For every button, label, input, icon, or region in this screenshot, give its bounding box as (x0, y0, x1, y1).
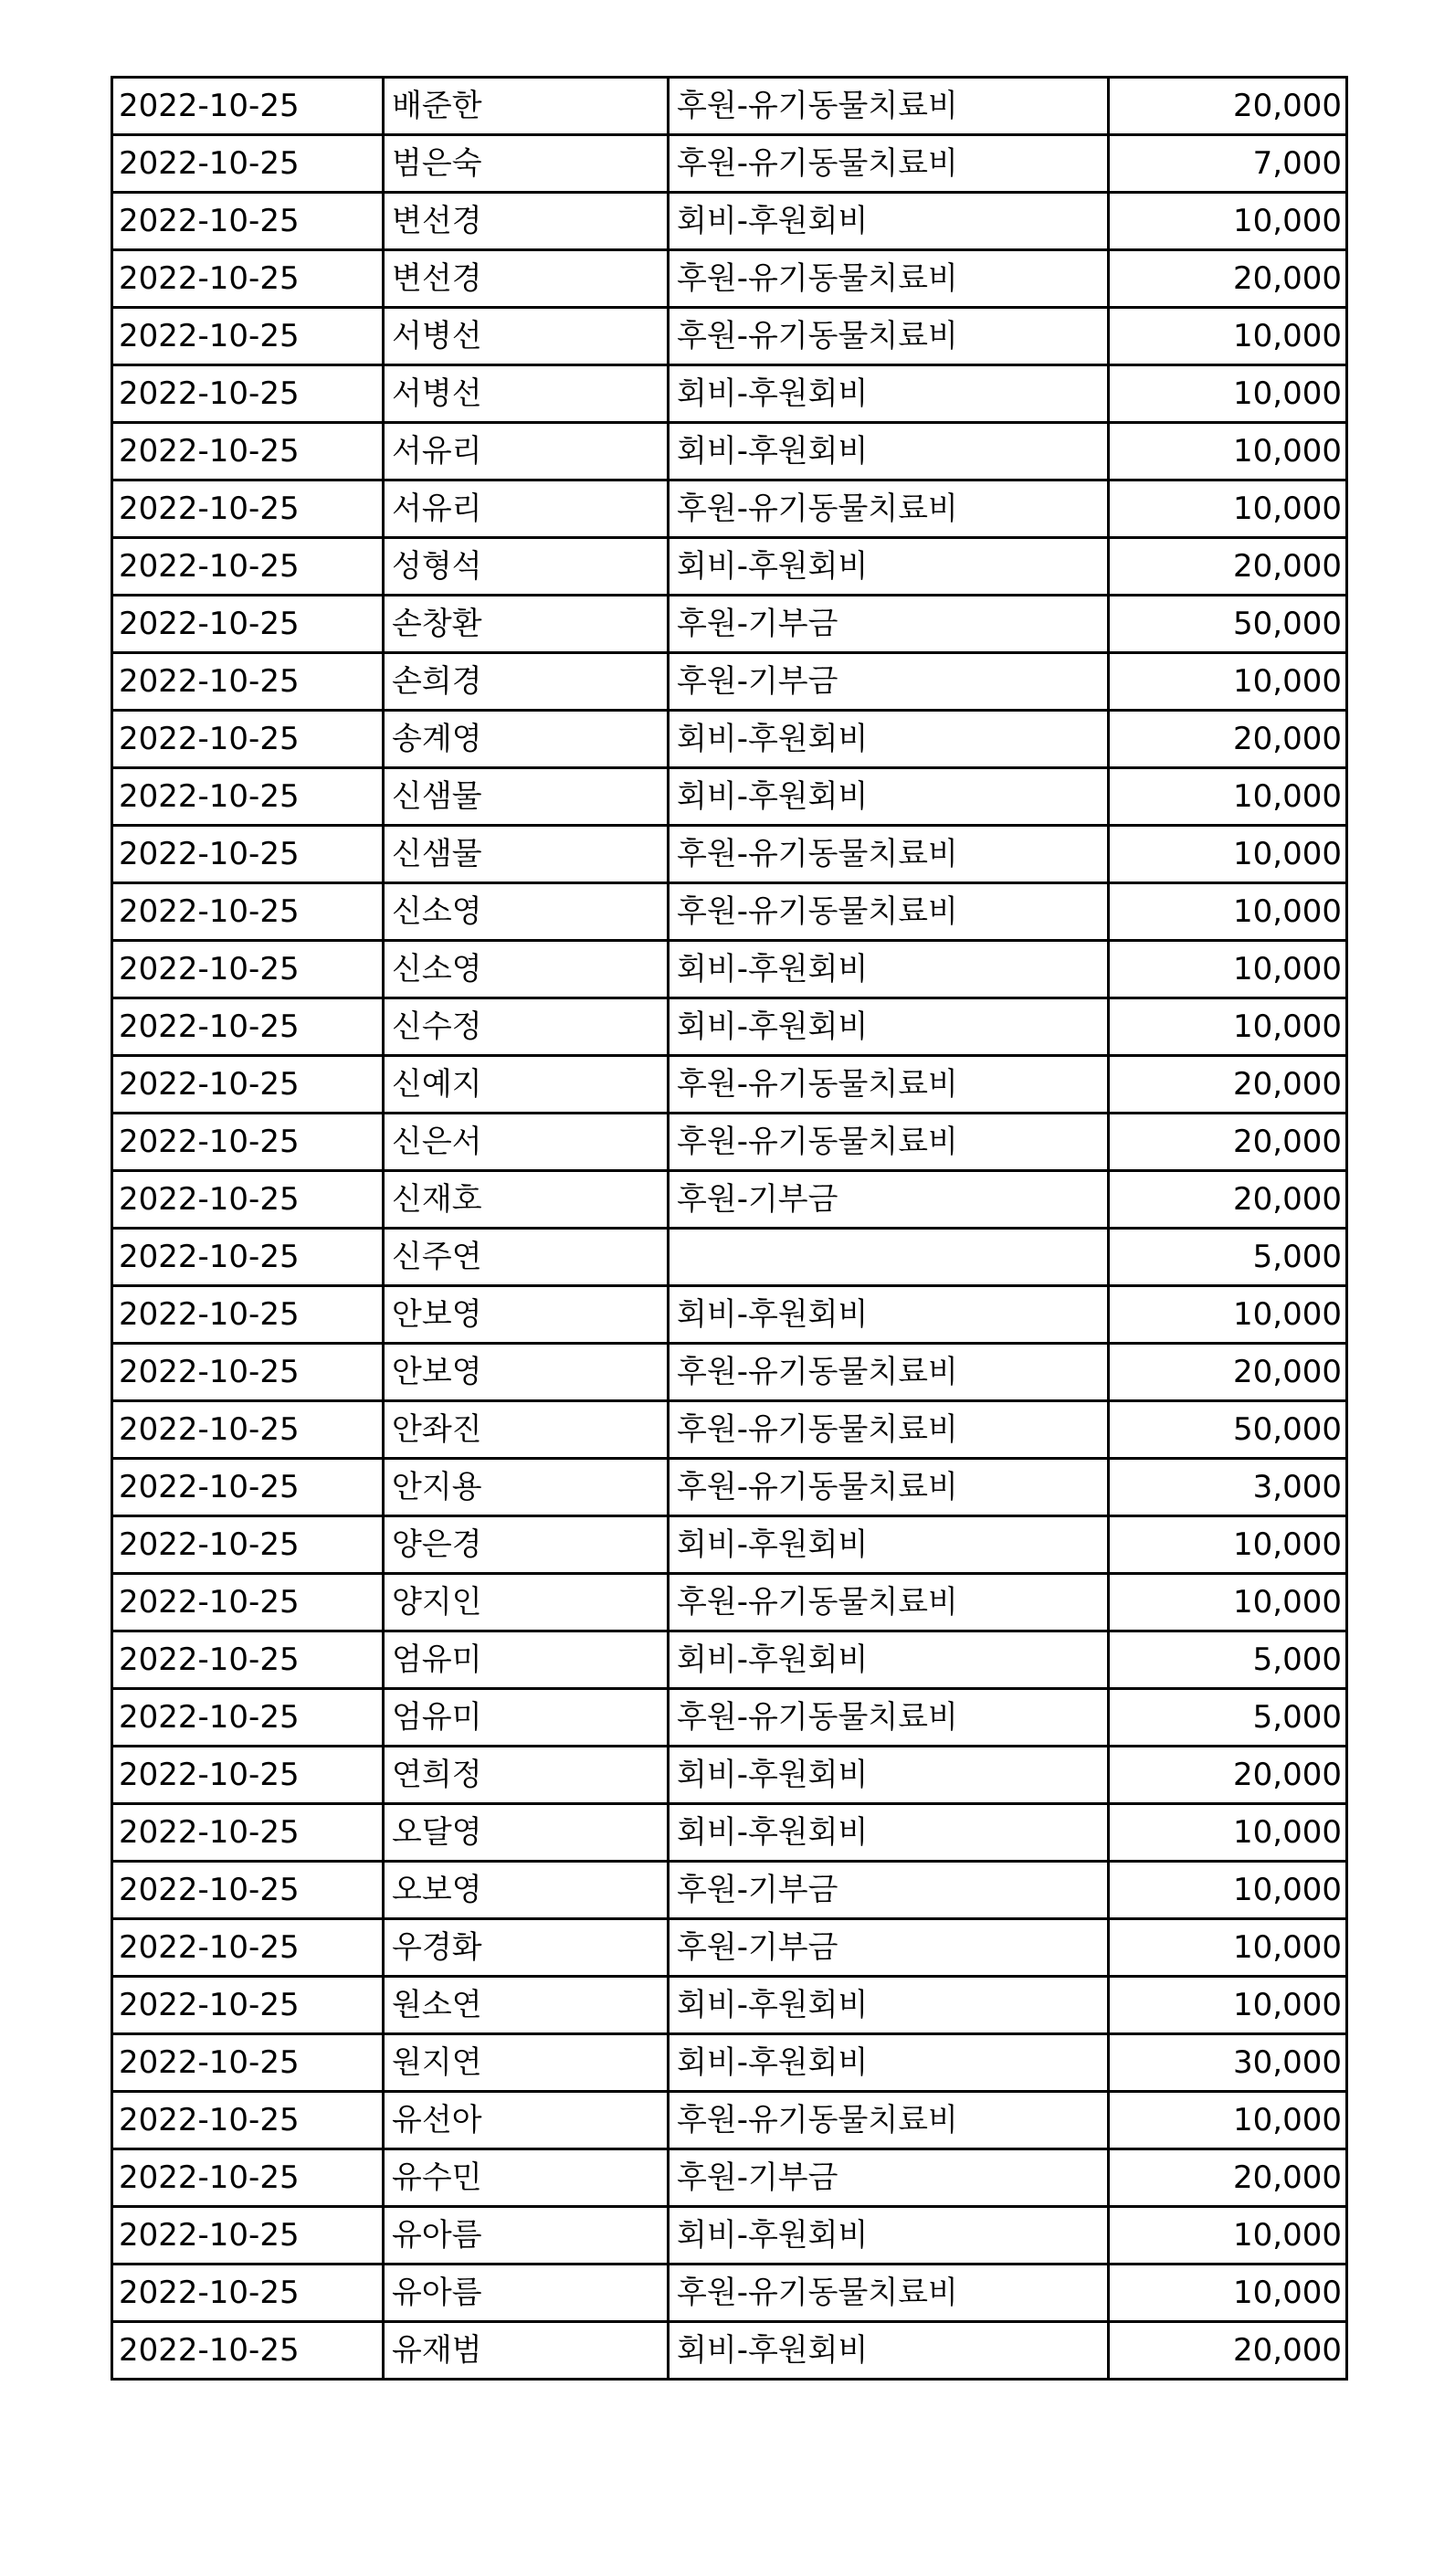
date-cell: 2022-10-25 (112, 2207, 384, 2265)
table-row (112, 1459, 1347, 1516)
donor-name-cell: 유수민 (384, 2149, 669, 2207)
donor-name-cell: 원소연 (384, 1977, 669, 2034)
amount-cell: 20,000 (1109, 538, 1347, 596)
amount-cell: 10,000 (1109, 423, 1347, 480)
donor-name-cell: 신예지 (384, 1056, 669, 1114)
category-cell: 후원-유기동물치료비 (669, 250, 1109, 308)
donor-name-cell: 신샘물 (384, 768, 669, 826)
category-cell: 후원-기부금 (669, 2149, 1109, 2207)
date-cell: 2022-10-25 (112, 998, 384, 1056)
table-row (112, 2265, 1347, 2322)
category-cell: 후원-기부금 (669, 1171, 1109, 1229)
donor-name-cell: 유선아 (384, 2092, 669, 2149)
donor-name-cell: 유아름 (384, 2207, 669, 2265)
donor-name-cell: 엄유미 (384, 1689, 669, 1747)
table-row (112, 308, 1347, 365)
donation-ledger-table (111, 76, 1348, 2381)
donor-name-cell: 신수정 (384, 998, 669, 1056)
category-cell: 후원-유기동물치료비 (669, 2092, 1109, 2149)
donor-name-cell: 범은숙 (384, 135, 669, 193)
donor-name-cell: 신소영 (384, 941, 669, 998)
date-cell: 2022-10-25 (112, 1459, 384, 1516)
donor-name-cell: 신샘물 (384, 826, 669, 883)
date-cell: 2022-10-25 (112, 768, 384, 826)
category-cell: 회비-후원회비 (669, 1286, 1109, 1344)
table-row (112, 135, 1347, 193)
category-cell: 회비-후원회비 (669, 1747, 1109, 1804)
table-row (112, 2207, 1347, 2265)
table-row (112, 998, 1347, 1056)
category-cell: 후원-기부금 (669, 596, 1109, 653)
donor-name-cell: 송계영 (384, 711, 669, 768)
amount-cell: 20,000 (1109, 711, 1347, 768)
amount-cell: 10,000 (1109, 480, 1347, 538)
amount-cell: 10,000 (1109, 1286, 1347, 1344)
amount-cell: 30,000 (1109, 2034, 1347, 2092)
category-cell: 후원-기부금 (669, 653, 1109, 711)
donor-name-cell: 원지연 (384, 2034, 669, 2092)
table-row (112, 1171, 1347, 1229)
date-cell: 2022-10-25 (112, 78, 384, 135)
table-row (112, 480, 1347, 538)
category-cell: 후원-기부금 (669, 1862, 1109, 1919)
table-row (112, 365, 1347, 423)
donor-name-cell: 배준한 (384, 78, 669, 135)
amount-cell: 20,000 (1109, 250, 1347, 308)
date-cell: 2022-10-25 (112, 1056, 384, 1114)
date-cell: 2022-10-25 (112, 1286, 384, 1344)
table-row (112, 1977, 1347, 2034)
amount-cell: 10,000 (1109, 998, 1347, 1056)
date-cell: 2022-10-25 (112, 596, 384, 653)
category-cell: 후원-유기동물치료비 (669, 1056, 1109, 1114)
table-row (112, 768, 1347, 826)
table-row (112, 538, 1347, 596)
category-cell: 회비-후원회비 (669, 1631, 1109, 1689)
date-cell: 2022-10-25 (112, 2092, 384, 2149)
amount-cell: 10,000 (1109, 2092, 1347, 2149)
amount-cell: 20,000 (1109, 2149, 1347, 2207)
amount-cell: 10,000 (1109, 1574, 1347, 1631)
amount-cell: 10,000 (1109, 1977, 1347, 2034)
table-row (112, 1344, 1347, 1401)
table-row (112, 653, 1347, 711)
amount-cell: 50,000 (1109, 596, 1347, 653)
amount-cell: 10,000 (1109, 826, 1347, 883)
donor-name-cell: 오보영 (384, 1862, 669, 1919)
table-row (112, 1689, 1347, 1747)
category-cell: 후원-유기동물치료비 (669, 135, 1109, 193)
date-cell: 2022-10-25 (112, 1919, 384, 1977)
donor-name-cell: 신소영 (384, 883, 669, 941)
donor-name-cell: 손창환 (384, 596, 669, 653)
table-row (112, 423, 1347, 480)
donor-name-cell: 서유리 (384, 423, 669, 480)
date-cell: 2022-10-25 (112, 1689, 384, 1747)
category-cell: 회비-후원회비 (669, 423, 1109, 480)
amount-cell: 10,000 (1109, 883, 1347, 941)
category-cell (669, 1229, 1109, 1286)
date-cell: 2022-10-25 (112, 2265, 384, 2322)
date-cell: 2022-10-25 (112, 250, 384, 308)
table-row (112, 1574, 1347, 1631)
donor-name-cell: 신주연 (384, 1229, 669, 1286)
table-row (112, 1286, 1347, 1344)
table-row (112, 1056, 1347, 1114)
amount-cell: 20,000 (1109, 1344, 1347, 1401)
category-cell: 후원-유기동물치료비 (669, 2265, 1109, 2322)
category-cell: 회비-후원회비 (669, 2322, 1109, 2380)
category-cell: 회비-후원회비 (669, 538, 1109, 596)
donor-name-cell: 서병선 (384, 308, 669, 365)
date-cell: 2022-10-25 (112, 1516, 384, 1574)
donor-name-cell: 성형석 (384, 538, 669, 596)
table-row (112, 826, 1347, 883)
date-cell: 2022-10-25 (112, 365, 384, 423)
table-row (112, 1229, 1347, 1286)
donor-name-cell: 안지용 (384, 1459, 669, 1516)
donor-name-cell: 변선경 (384, 250, 669, 308)
table-row (112, 1516, 1347, 1574)
donor-name-cell: 유아름 (384, 2265, 669, 2322)
date-cell: 2022-10-25 (112, 308, 384, 365)
donor-name-cell: 유재범 (384, 2322, 669, 2380)
amount-cell: 50,000 (1109, 1401, 1347, 1459)
amount-cell: 10,000 (1109, 1516, 1347, 1574)
amount-cell: 20,000 (1109, 1114, 1347, 1171)
date-cell: 2022-10-25 (112, 826, 384, 883)
category-cell: 후원-유기동물치료비 (669, 78, 1109, 135)
category-cell: 후원-기부금 (669, 1919, 1109, 1977)
date-cell: 2022-10-25 (112, 1804, 384, 1862)
donor-name-cell: 신은서 (384, 1114, 669, 1171)
date-cell: 2022-10-25 (112, 1344, 384, 1401)
amount-cell: 20,000 (1109, 1171, 1347, 1229)
category-cell: 회비-후원회비 (669, 711, 1109, 768)
table-row (112, 1114, 1347, 1171)
table-row (112, 1919, 1347, 1977)
donor-name-cell: 손희경 (384, 653, 669, 711)
category-cell: 후원-유기동물치료비 (669, 480, 1109, 538)
category-cell: 회비-후원회비 (669, 365, 1109, 423)
category-cell: 회비-후원회비 (669, 768, 1109, 826)
table-row (112, 711, 1347, 768)
table-row (112, 596, 1347, 653)
amount-cell: 5,000 (1109, 1689, 1347, 1747)
table-row (112, 1747, 1347, 1804)
table-row (112, 250, 1347, 308)
date-cell: 2022-10-25 (112, 1574, 384, 1631)
date-cell: 2022-10-25 (112, 1401, 384, 1459)
category-cell: 후원-유기동물치료비 (669, 308, 1109, 365)
table-row (112, 2322, 1347, 2380)
date-cell: 2022-10-25 (112, 135, 384, 193)
date-cell: 2022-10-25 (112, 1631, 384, 1689)
date-cell: 2022-10-25 (112, 653, 384, 711)
amount-cell: 10,000 (1109, 1862, 1347, 1919)
table-row (112, 1401, 1347, 1459)
amount-cell: 5,000 (1109, 1229, 1347, 1286)
table-row (112, 78, 1347, 135)
donor-name-cell: 서유리 (384, 480, 669, 538)
table-row (112, 2034, 1347, 2092)
category-cell: 회비-후원회비 (669, 2034, 1109, 2092)
table-row (112, 2149, 1347, 2207)
category-cell: 후원-유기동물치료비 (669, 1344, 1109, 1401)
amount-cell: 10,000 (1109, 1804, 1347, 1862)
date-cell: 2022-10-25 (112, 941, 384, 998)
amount-cell: 10,000 (1109, 308, 1347, 365)
category-cell: 회비-후원회비 (669, 2207, 1109, 2265)
date-cell: 2022-10-25 (112, 1114, 384, 1171)
amount-cell: 10,000 (1109, 941, 1347, 998)
amount-cell: 5,000 (1109, 1631, 1347, 1689)
donor-name-cell: 안보영 (384, 1344, 669, 1401)
date-cell: 2022-10-25 (112, 1977, 384, 2034)
table-row (112, 1862, 1347, 1919)
category-cell: 회비-후원회비 (669, 1977, 1109, 2034)
table-row (112, 1631, 1347, 1689)
amount-cell: 20,000 (1109, 78, 1347, 135)
category-cell: 후원-유기동물치료비 (669, 826, 1109, 883)
table-row (112, 193, 1347, 250)
table-row (112, 1804, 1347, 1862)
date-cell: 2022-10-25 (112, 711, 384, 768)
category-cell: 후원-유기동물치료비 (669, 1459, 1109, 1516)
donor-name-cell: 우경화 (384, 1919, 669, 1977)
amount-cell: 20,000 (1109, 1056, 1347, 1114)
amount-cell: 10,000 (1109, 2207, 1347, 2265)
date-cell: 2022-10-25 (112, 193, 384, 250)
table-row (112, 2092, 1347, 2149)
amount-cell: 20,000 (1109, 1747, 1347, 1804)
amount-cell: 7,000 (1109, 135, 1347, 193)
category-cell: 회비-후원회비 (669, 193, 1109, 250)
table-row (112, 883, 1347, 941)
donor-name-cell: 엄유미 (384, 1631, 669, 1689)
date-cell: 2022-10-25 (112, 538, 384, 596)
amount-cell: 10,000 (1109, 365, 1347, 423)
donor-name-cell: 안좌진 (384, 1401, 669, 1459)
donor-name-cell: 안보영 (384, 1286, 669, 1344)
category-cell: 후원-유기동물치료비 (669, 1574, 1109, 1631)
donor-name-cell: 연희정 (384, 1747, 669, 1804)
date-cell: 2022-10-25 (112, 1747, 384, 1804)
date-cell: 2022-10-25 (112, 1171, 384, 1229)
amount-cell: 3,000 (1109, 1459, 1347, 1516)
category-cell: 회비-후원회비 (669, 1516, 1109, 1574)
table-row (112, 941, 1347, 998)
date-cell: 2022-10-25 (112, 1229, 384, 1286)
date-cell: 2022-10-25 (112, 2322, 384, 2380)
category-cell: 회비-후원회비 (669, 1804, 1109, 1862)
date-cell: 2022-10-25 (112, 423, 384, 480)
category-cell: 후원-유기동물치료비 (669, 1401, 1109, 1459)
donor-name-cell: 서병선 (384, 365, 669, 423)
amount-cell: 20,000 (1109, 2322, 1347, 2380)
category-cell: 후원-유기동물치료비 (669, 1114, 1109, 1171)
category-cell: 회비-후원회비 (669, 998, 1109, 1056)
donor-name-cell: 변선경 (384, 193, 669, 250)
category-cell: 회비-후원회비 (669, 941, 1109, 998)
donor-name-cell: 신재호 (384, 1171, 669, 1229)
amount-cell: 10,000 (1109, 2265, 1347, 2322)
ledger-body (112, 78, 1347, 2380)
category-cell: 후원-유기동물치료비 (669, 883, 1109, 941)
amount-cell: 10,000 (1109, 768, 1347, 826)
donor-name-cell: 오달영 (384, 1804, 669, 1862)
date-cell: 2022-10-25 (112, 480, 384, 538)
donor-name-cell: 양지인 (384, 1574, 669, 1631)
date-cell: 2022-10-25 (112, 1862, 384, 1919)
date-cell: 2022-10-25 (112, 883, 384, 941)
amount-cell: 10,000 (1109, 653, 1347, 711)
donor-name-cell: 양은경 (384, 1516, 669, 1574)
amount-cell: 10,000 (1109, 193, 1347, 250)
amount-cell: 10,000 (1109, 1919, 1347, 1977)
date-cell: 2022-10-25 (112, 2034, 384, 2092)
date-cell: 2022-10-25 (112, 2149, 384, 2207)
category-cell: 후원-유기동물치료비 (669, 1689, 1109, 1747)
